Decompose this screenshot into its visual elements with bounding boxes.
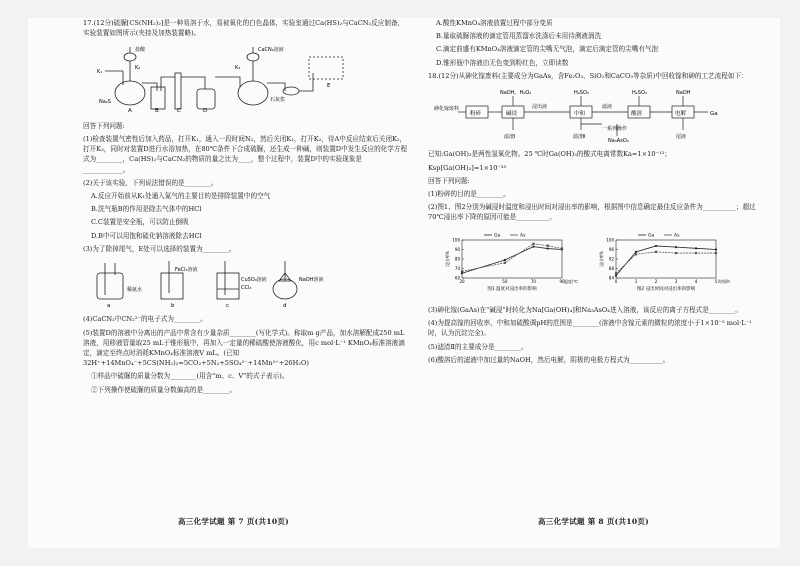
flow-reagent-3: H₂SO₄ (632, 90, 647, 97)
chart2-xtick-label: 1 (634, 278, 638, 284)
q18-part1: (1)粉碎的目的是________。 (428, 189, 510, 198)
q17-titration-option-a: A.酸性KMnO₄溶液放置过程中部分变质 (436, 19, 553, 27)
chart1-ytick-label: 80 (454, 256, 460, 262)
chart1-point-as (504, 261, 506, 263)
chart2-ytick-label: 88 (608, 265, 614, 271)
trap-label-d: d (283, 303, 287, 310)
chart1-point-as (561, 247, 563, 249)
q18-known-2: Ksp[Ga(OH)₃]=1×10⁻³⁵ (428, 163, 507, 172)
chart1-title: 图1 温度对浸出率的影响 (487, 286, 537, 292)
q17-part5-sub1: ①样品中硫脲的质量分数为________(用含"m、c、V"的式子表示)。 (91, 372, 289, 381)
answer-heading-left: 回答下列问题: (83, 121, 125, 130)
chart1-xtick-label: 90 (559, 278, 565, 284)
chart2-point-ga (655, 244, 657, 246)
q17-option-a: A.反应开始前从K₁处通入氮气的主要目的是排除装置中的空气 (91, 191, 271, 200)
q18-part6: (6)酸溶后的滤液中加过量的NaOH，然后电解，阴极的电极方程式为__________。 (428, 355, 670, 364)
chart2-point-ga (675, 246, 677, 248)
trap-b-reagent: FeCl₃溶液 (175, 267, 198, 274)
k2-label: K₂ (135, 65, 141, 72)
label-c: C (177, 108, 181, 115)
q17-intro: 17.(12分)硫脲[CS(NH₂)₂]是一种易溶于水，易被氧化的白色晶体，实验室通过Ca(HS)₂与CaCN₂反应制备，实验装置如图所示(夹持及加热装置略)。 (83, 19, 405, 38)
chart2-point-as (715, 252, 717, 254)
chart1-point-as (532, 242, 534, 244)
chart1-ytick-label: 90 (454, 246, 460, 252)
apparatus-diagram (95, 43, 350, 113)
chart2-xtick-label: 3 (674, 278, 678, 284)
q18-part5: (5)滤渣Ⅱ的主要成分是________。 (428, 342, 528, 351)
flow-reagent-1: NaOH、H₂O₂ (500, 90, 532, 97)
q18-known-1: 已知:Ga(OH)₃是两性氢氧化物。25 ℃时Ga(OH)₃的酸式电离常数Ka=1×10⁻¹²； (428, 150, 671, 159)
chart1-ytick-label: 60 (454, 275, 460, 281)
footer-page-8: 高三化学试题 第 8 页(共10页) (538, 517, 649, 527)
answer-heading-right: 回答下列问题: (428, 176, 470, 185)
chart2-xtick-label: 2 (654, 278, 658, 284)
chart1-point-ga (461, 272, 463, 274)
footer-page-7: 高三化学试题 第 7 页(共10页) (178, 517, 289, 527)
q17-titration-option-d: D.锥形瓶中溶液由无色变到粉红色，立即读数 (436, 58, 569, 67)
flow-step-electrolysis: 电解 (675, 111, 687, 118)
trap-d-reagent: NaOH溶液 (299, 277, 324, 284)
q18-part4: (4)为提高镓的回收率，中和加硫酸调pH的范围是________(溶液中含镓元素的微粒的浓度小于1×10⁻⁵ mol·L⁻¹时，认为沉淀完全)。 (428, 319, 752, 338)
flow-tail-liquid: 尾液 (676, 134, 687, 141)
flow-reagent-2: H₂SO₄ (574, 90, 589, 97)
flow-step-grind: 粉碎 (470, 111, 482, 118)
na2s-label: Na₂S (99, 99, 111, 106)
chart2-ytick-label: 100 (606, 237, 614, 243)
flow-leachate: 浸出液 (532, 104, 548, 111)
flow-filtrate: 滤液 (602, 104, 613, 111)
chart2-point-as (615, 272, 617, 274)
trap-label-c: c (226, 303, 230, 310)
chart2-point-as (695, 252, 697, 254)
flow-gallium: Ga (710, 111, 718, 118)
k3-label: K₃ (235, 65, 241, 72)
chart1-xtick-label: 20 (459, 278, 465, 284)
chart1-point-as (461, 270, 463, 272)
q17-option-b: B.洗气瓶B的作用是除去气体中的HCl (91, 205, 202, 214)
chart2-point-as (675, 252, 677, 254)
flow-slag-1: 滤渣Ⅰ (504, 134, 516, 141)
trap-c-reagent: CuSO₄溶液 (241, 277, 267, 284)
q18-part3: (3)砷化镓(GaAs)在"碱浸"时转化为Na[Ga(OH)₄]和Na₃AsO₄进入溶液，该反应的离子方程式是________。 (428, 305, 742, 314)
hcl-label: 盐酸 (135, 47, 146, 54)
chart1-series-ga (462, 246, 562, 273)
chart1-legend-ga: Ga (494, 233, 501, 239)
chart2-xtick-label: 5 (714, 278, 718, 284)
flow-reagent-4: NaOH (676, 90, 691, 97)
chart1-point-ga (504, 258, 506, 260)
chart2-ytick-label: 92 (608, 256, 614, 262)
chart2-title: 图2 浸出时间对浸出率的影响 (636, 286, 696, 292)
q17-titration-option-c: C.滴定前盛有KMnO₄溶液滴定管的尖嘴无气泡，滴定后滴定管的尖嘴有气泡 (436, 45, 659, 54)
q17-part3: (3)为了除掉尾气，E处可以选择的装置为________。 (83, 244, 236, 253)
page-8 (428, 18, 758, 548)
chart2-series-ga (616, 246, 716, 276)
chart2-point-ga (635, 250, 637, 252)
flow-step-leach: 碱浸 (506, 111, 518, 118)
q18-intro: 18.(12分)从砷化镓废料(主要成分为GaAs，含Fe₂O₃、SiO₂和CaCO₃等杂质)中回收镓和砷的工艺流程如下： (428, 71, 748, 80)
q17-part5: (5)装置D的溶液中分离出的产品中常含有少量杂质________(写化学式)。称取m g产品，加水溶解配成250 mL溶液，用移液管量取25 mL于锥形瓶中，再加入一定量的稀硫酸使溶液酸化，用c mol·L⁻¹ KMnO₄标准溶液滴定，滴定至终点时消耗KMnO₄标准溶液V mL。(已知32H⁺+14MnO₄⁻+5CS(NH₂)₂=5CO₂+5N₂+5SO₄²⁻+14Mn²⁺+26H₂O) (83, 328, 405, 368)
chart1-ylabel: 浸出率% (445, 250, 450, 267)
label-a: A (128, 108, 132, 115)
label-e: E (327, 83, 331, 90)
chart2-point-ga (715, 248, 717, 250)
chart2-ytick-label: 84 (608, 275, 614, 281)
chart2-ytick-label: 96 (608, 246, 614, 252)
chart1-xtick-label: 50 (502, 278, 508, 284)
chart2-point-ga (695, 247, 697, 249)
q17-part2: (2)关于该实验，下列说法错误的是________。 (83, 178, 218, 187)
chart2-xlabel: 时间/h (718, 278, 730, 284)
trap-c-layer: CCl₄ (241, 285, 252, 292)
k1-label: K₁ (97, 69, 103, 76)
cacn2-label: CaCN₂溶液 (258, 47, 284, 54)
chart2-frame (616, 240, 716, 278)
q17-titration-option-b: B.量取硫脲溶液的滴定管用蒸馏水洗涤后未用待测液润洗 (436, 32, 602, 41)
chart1-point-ga (532, 245, 534, 247)
chart1-ytick-label: 100 (452, 237, 460, 243)
q18-part2: (2)图1、图2分别为碱浸时温度和浸出时间对浸出率的影响，根据图中信息确定最佳反应条件为__________；超过70℃浸出率下降的原因可能是__________。 (428, 203, 756, 222)
label-b: B (155, 108, 159, 115)
page-7 (83, 18, 408, 548)
flow-feed: 砷化镓废料 (434, 106, 460, 113)
flow-series-ops: 一系列操作 (602, 126, 628, 133)
chart2-legend-as: As (674, 233, 680, 239)
q17-part5-sub2: ②下列操作使硫脲的质量分数偏高的是________。 (91, 385, 237, 394)
q17-part4: (4)CaCN₂中CN₂²⁻的电子式为________。 (83, 315, 207, 324)
flow-step-neutralize: 中和 (574, 111, 586, 118)
trap-a-reagent: 稀氨水 (127, 287, 143, 294)
chart2-point-as (655, 250, 657, 252)
chart2-legend-ga: Ga (648, 233, 655, 239)
exam-sheet (28, 18, 780, 548)
flow-step-acid-dissolve: 酸溶 (631, 111, 643, 118)
trap-label-b: b (171, 303, 175, 310)
chart1-ytick-label: 70 (454, 265, 460, 271)
chart1-xlabel: 温度/℃ (564, 278, 578, 284)
q17-option-d: D.B中可以用饱和硫化钠溶液除去HCl (91, 231, 202, 240)
q17-option-c: C.C装置是安全瓶，可以防止倒吸 (91, 218, 189, 227)
label-d: D (203, 108, 208, 115)
chart2-xtick-label: 0 (614, 278, 618, 284)
trap-label-a: a (107, 303, 111, 310)
q17-part1: (1)检查装置气密性后加入药品，打开K₁，通入一段时间N₂，然后关闭K₁，打开K₂，待A中反应结束后关闭K₂，打开K₃，同时对装置D进行水浴加热，在80℃条件下合成硫脲，还生成一种碱，则装置D中发生反应的化学方程式为________，Ca(HS)₂与CaCN₂的物质的量之比为____，整个过程中，装置D中的实验现象是____________。 (83, 134, 408, 174)
chart1-point-as (547, 244, 549, 246)
lime-label: 石灰浆 (270, 97, 286, 104)
flow-product: Na₃AsO₄ (608, 138, 629, 145)
chart1-legend-as: As (520, 233, 526, 239)
chart2-point-ga (615, 274, 617, 276)
chart1-xtick-label: 70 (530, 278, 536, 284)
chart2-xtick-label: 4 (694, 278, 698, 284)
chart2-point-as (635, 253, 637, 255)
leaching-rate-charts (444, 228, 744, 300)
chart2-ylabel: 浸出率% (599, 250, 604, 267)
process-flow-diagram (432, 86, 732, 144)
flow-slag-2: 滤渣Ⅱ (573, 134, 586, 141)
chart2-series-as (616, 252, 716, 273)
chart1-point-ga (547, 247, 549, 249)
tail-gas-traps (91, 259, 324, 310)
